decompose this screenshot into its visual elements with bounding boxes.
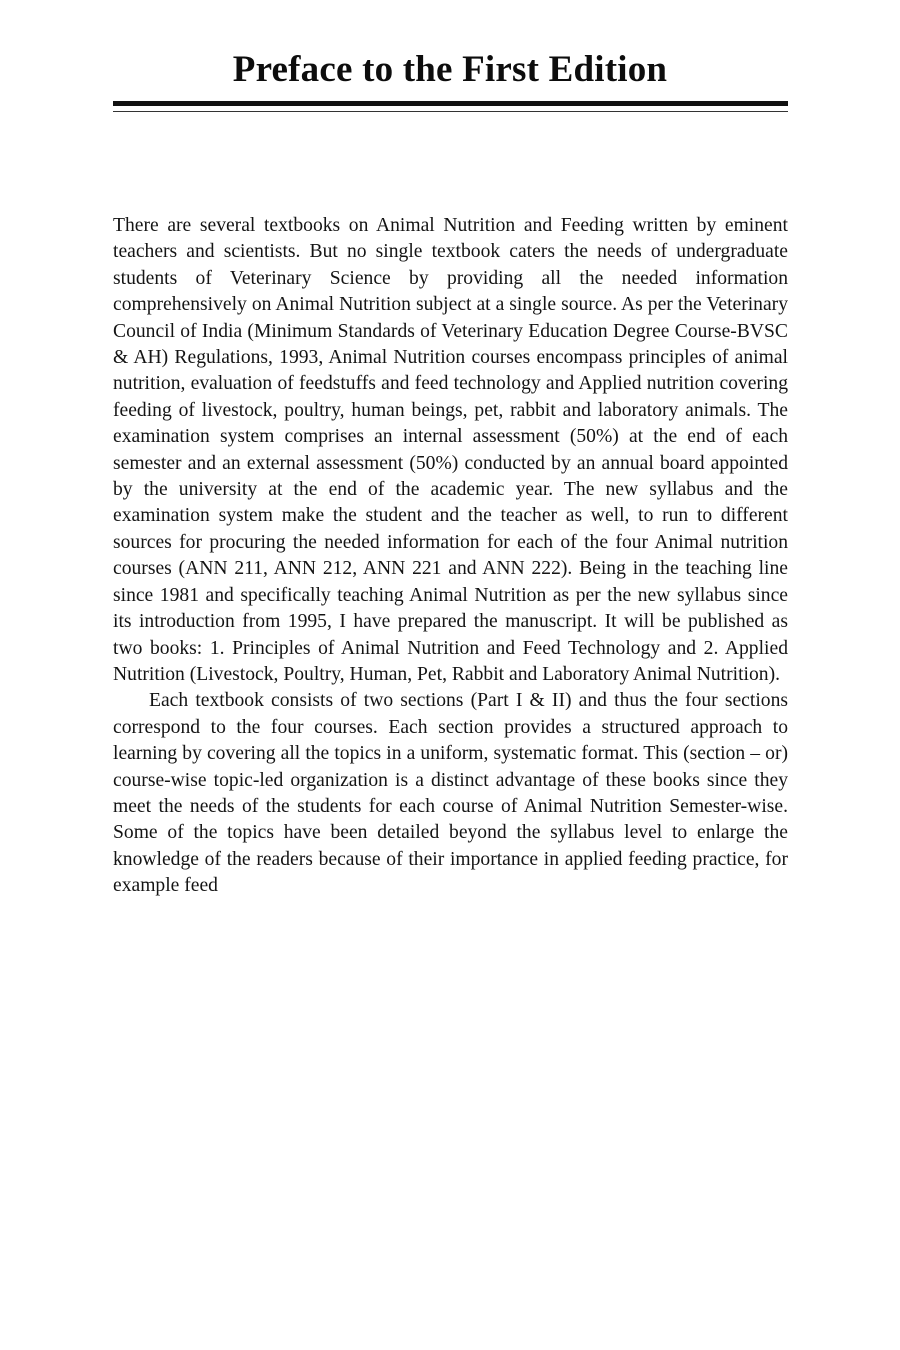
title-rule-thin: [113, 111, 788, 112]
title-rule-thick: [113, 101, 788, 106]
paragraph-1: There are several textbooks on Animal Nutrition and Feeding written by eminent teachers and scientists. But no single textbook caters the needs of undergraduate students of Veterinary Science by providing all the needed information comprehensively on Animal Nutrition subject at a single source. As per the Veterinary Council of India (Minimum Standards of Veterinary Education Degree Course-BVSC & AH) Regulations, 1993, Animal Nutrition courses encompass principles of animal nutrition, evaluation of feedstuffs and feed technology and Applied nutrition covering feeding of livestock, poultry, human beings, pet, rabbit and laboratory animals. The examination system comprises an internal assessment (50%) at the end of each semester and an external assessment (50%) conducted by an annual board appointed by the university at the end of the academic year. The new syllabus and the examination system make the student and the teacher as well, to run to different sources for procuring the needed information for each of the four Animal nutrition courses (ANN 211, ANN 212, ANN 221 and ANN 222). Being in the teaching line since 1981 and specifically teaching Animal Nutrition as per the new syllabus since its introduction from 1995, I have prepared the manuscript. It will be published as two books: 1. Principles of Animal Nutrition and Feed Technology and 2. Applied Nutrition (Livestock, Poultry, Human, Pet, Rabbit and Laboratory Animal Nutrition).: [113, 215, 788, 685]
paragraph-2: Each textbook consists of two sections (Part I & II) and thus the four sections correspond to the four courses. Each section provides a structured approach to learning by covering all the topics in a uniform, systematic format. This (section – or) course-wise topic-led organization is a distinct advantage of these books since they meet the needs of the students for each course of Animal Nutrition Semester-wise. Some of the topics have been detailed beyond the syllabus level to enlarge the knowledge of the readers because of their importance in applied feeding practice, for example feed: [113, 690, 788, 897]
preface-body: [113, 213, 788, 900]
page-title: Preface to the First Edition: [232, 49, 668, 90]
